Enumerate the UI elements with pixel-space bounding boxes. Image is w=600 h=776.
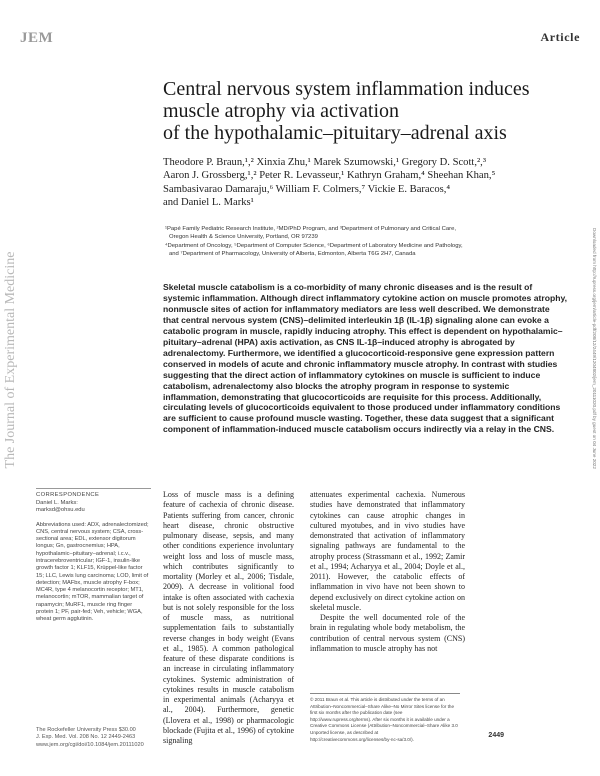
- footer-doi[interactable]: www.jem.org/cgi/doi/10.1084/jem.20111020: [36, 741, 144, 748]
- sidebar-notes: [36, 488, 151, 624]
- abbreviations: Abbreviations used: ADX, adrenalectomized; CNS, central nervous system; CSA, cross-sectional area; EDL, extensor digitorum longus; Gn, gastrocnemius; HPA, hypothalamic–pituitary–adrenal; i.c.v., intracerebroventricular; IGF-1, insulin-like growth factor 1; KLF15, Krüppel-like factor 15; LLC, Lewis lung carcinoma; LOD, limit of detection; MAFbx, muscle atrophy F-box; MC4R, type 4 melanocortin receptor; MT1, melanocortin; mTOR, mammalian target of rapamycin; MuRF1, muscle ring finger protein 1; PF, pair-fed; Veh, vehicle; WGA, wheat germ agglutinin.: [36, 521, 149, 623]
- title-line: muscle atrophy via activation: [163, 100, 400, 122]
- side-journal-name: The Journal of Experimental Medicine: [3, 251, 18, 469]
- affiliation-line: Oregon Health & Science University, Portland, OR 97239: [169, 234, 318, 241]
- page-number: 2449: [488, 732, 504, 739]
- correspondence-email[interactable]: marksd@ohsu.edu: [36, 507, 85, 513]
- footer-citation: J. Exp. Med. Vol. 208 No. 12 2449-2463: [36, 734, 136, 741]
- author-line: Aaron J. Grossberg,¹,² Peter R. Levasseur,¹ Kathryn Graham,⁴ Sheehan Khan,⁵: [163, 170, 496, 182]
- affiliation-line: and ⁷Department of Pharmacology, University of Alberta, Edmonton, Alberta T6G 2H7, Canada: [169, 250, 416, 257]
- affiliation-line: ¹Papé Family Pediatric Research Institute, ²MD/PhD Program, and ³Department of Pulmonary and Critical Care,: [165, 226, 457, 232]
- license-note: © 2011 Braun et al. This article is distributed under the terms of an Attribution–Noncommercial–Share Alike–No Mirror Sites license for the first six months after the publication date (see http://www.rupress.org/terms). After six months it is available under a Creative Commons License (Attribution–Noncommercial–Share Alike 3.0 Unported license, as described at http://creativecommons.org/licenses/by-nc-sa/3.0/).: [310, 693, 460, 743]
- download-note: Downloaded from http://rupress.org/jem/article-pdf/208/12/2449/1204802/jem_20111020.pdf by guest on 04 June 2022: [592, 228, 597, 469]
- affiliation-line: ⁴Department of Oncology, ⁵Department of Computer Science, ⁶Department of Laboratory Medicine and Pathology,: [165, 242, 463, 249]
- author-line: Sambasivarao Damaraju,⁶ William F. Colmers,⁷ Vickie E. Baracos,⁴: [163, 183, 451, 195]
- journal-logo: JEM: [20, 30, 54, 46]
- body-paragraph: Despite the well documented role of the brain in regulating whole body metabolism, the contribution of central nervous system (CNS) inflammation to muscle atrophy has not: [310, 613, 465, 653]
- author-line: Theodore P. Braun,¹,² Xinxia Zhu,¹ Marek Szumowski,¹ Gregory D. Scott,²,³: [163, 157, 486, 168]
- correspondence-label: CORRESPONDENCE: [36, 488, 151, 500]
- body-column-2: [310, 490, 465, 654]
- title-line: of the hypothalamic–pituitary–adrenal axis: [163, 122, 507, 144]
- author-line: and Daniel L. Marks¹: [163, 197, 254, 209]
- author-list: [163, 156, 573, 210]
- affiliations: [163, 225, 573, 258]
- body-paragraph: attenuates experimental cachexia. Numerous studies have demonstrated that inflammatory cytokines can cause atrophic changes in cultured myotubes, and in vivo studies have demonstrated that activation of inflammatory signaling pathways are fundamental to the atrophy process (Strassmann et al., 1992; Zamir et al., 1994; Acharyya et al., 2004; Doyle et al., 2011). However, the catabolic effects of inflammation in vivo have not been shown to depend exclusively on direct cytokine action on skeletal muscle.: [310, 490, 465, 612]
- abstract: Skeletal muscle catabolism is a co-morbidity of many chronic diseases and is the result of systemic inflammation. Although direct inflammatory cytokine action on muscle promotes atrophy, nonmuscle sites of action for inflammatory mediators are less well described. We demonstrate that central nervous system (CNS)–delimited interleukin 1β (IL-1β) signaling alone can evoke a catabolic program in muscle, rapidly inducing atrophy. This effect is dependent on hypothalamic–pituitary–adrenal (HPA) axis activation, as CNS IL-1β–induced atrophy is abrogated by adrenalectomy. Furthermore, we identified a glucocorticoid-responsive gene expression pattern conserved in models of acute and chronic inflammatory muscle atrophy. In contrast with studies suggesting that the direct action of inflammatory cytokines on muscle is sufficient to induce catabolism, adrenalectomy also blocks the atrophy program in response to systemic inflammation, demonstrating that glucocorticoids are requisite for this process. Additionally, circulating levels of glucocorticoids equivalent to those produced under inflammatory conditions are sufficient to cause profound muscle wasting. Together, these data suggest that a significant component of inflammation-induced muscle catabolism occurs indirectly via a relay in the CNS.: [163, 282, 567, 435]
- article-title: [163, 78, 563, 144]
- footer-info: [36, 727, 144, 749]
- correspondence-name: Daniel L. Marks:: [36, 499, 78, 506]
- title-line: Central nervous system inflammation induces: [163, 78, 530, 100]
- section-label: Article: [540, 30, 580, 44]
- footer-press: The Rockefeller University Press $30.00: [36, 727, 136, 733]
- body-column-1: Loss of muscle mass is a defining feature of cachexia of chronic disease. Patients suffering from cancer, chronic heart disease, chronic obstructive pulmonary disease, sepsis, and many other conditions experience involuntary weight loss and loss of muscle mass, which contributes significantly to mortality (Morley et al., 2006; Tisdale, 2009). A decrease in volitional food intake is often associated with cachexia but is not solely responsible for the loss of muscle mass, as nutritional supplementation fails to substantially reverse changes in body weight (Evans et al., 1985). A common pathological feature of these disparate conditions is an increase in circulating inflammatory cytokines. Systemic administration of cytokines results in muscle catabolism in experimental animals (Acharyya et al., 2004). Furthermore, genetic (Llovera et al., 1998) or pharmacologic blockade (Fujita et al., 1996) of cytokine signaling: [163, 490, 294, 745]
